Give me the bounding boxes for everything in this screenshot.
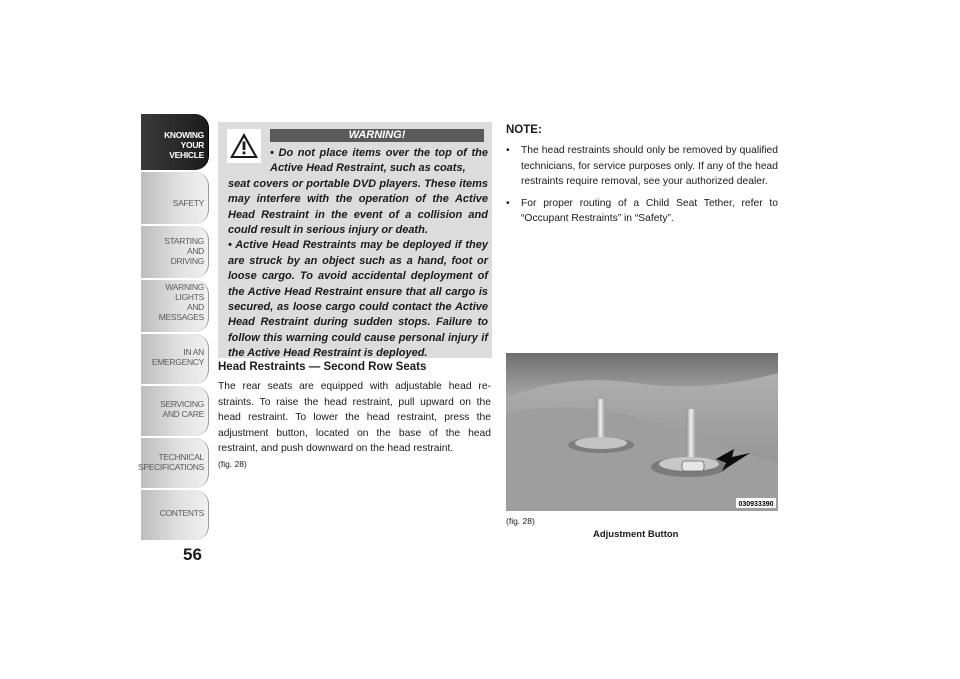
tab-label: CONTENTS xyxy=(159,508,204,518)
tab-label: IN AN EMERGENCY xyxy=(151,347,204,367)
section-body-text: The rear seats are equipped with adjustable head restraints. To raise the head restraint, pull upward on the head restraint. To lower the head restraint, press the adjustment button, located on the base of the head restraint, and push downward on the head restraint. xyxy=(218,381,491,455)
tab-label: WARNING LIGHTS AND MESSAGES xyxy=(158,282,204,322)
adjustment-button-figure xyxy=(506,353,778,511)
figure-code: 030933390 xyxy=(738,501,774,508)
tab-warning-lights-and-messages[interactable] xyxy=(141,280,209,332)
tab-contents[interactable] xyxy=(141,490,209,540)
figure-ref: (fig. 28) xyxy=(506,516,535,526)
warning-paragraph-2: • Active Head Restraints may be deployed if they are struck by an object such as a hand, foot or loose cargo. To avoid accidental deployment of the Active Head Restraint ensure that all cargo is secured, as loose cargo could contact the Active Head Restraint during sudden stops. Failure to follow this warning could cause personal injury if the Active Head Restraint is deployed. xyxy=(228,239,488,360)
note-title: NOTE: xyxy=(506,124,542,136)
tab-label: SERVICING AND CARE xyxy=(160,399,204,419)
tab-knowing-your-vehicle[interactable] xyxy=(141,114,209,170)
note-list xyxy=(506,143,778,233)
figure-caption: Adjustment Button xyxy=(593,529,679,540)
warning-paragraph-1-lead: • Do not place items over the top of the Active Head Restraint, such as coats, xyxy=(270,147,488,175)
tab-label: KNOWING YOUR VEHICLE xyxy=(164,130,204,160)
warning-paragraph-1: seat covers or portable DVD players. These items may interfere with the operation of the Active Head Restraint in the event of a collision and could result in serious injury or death. xyxy=(228,177,488,237)
warning-box xyxy=(218,122,492,358)
tab-starting-and-driving[interactable] xyxy=(141,226,209,278)
section-body xyxy=(218,379,491,473)
note-item: • For proper routing of a Child Seat Tether, refer to “Occupant Restraints” in “Safety”. xyxy=(506,196,778,227)
section-heading: Head Restraints — Second Row Seats xyxy=(218,361,427,373)
tab-label: TECHNICAL SPECIFICATIONS xyxy=(137,452,204,472)
tab-technical-specifications[interactable] xyxy=(137,438,209,488)
tab-in-an-emergency[interactable] xyxy=(141,334,209,384)
tab-servicing-and-care[interactable] xyxy=(141,386,209,436)
warning-text xyxy=(228,146,488,362)
tab-label: SAFETY xyxy=(172,198,204,208)
tab-label: STARTING AND DRIVING xyxy=(164,236,204,266)
page-number: 56 xyxy=(183,545,202,564)
warning-header: WARNING! xyxy=(270,129,484,142)
note-item: • The head restraints should only be removed by qualified technicians, for service purposes only. If any of the head restraints require removal, see your authorized dealer. xyxy=(506,143,778,190)
tab-safety[interactable] xyxy=(141,172,209,224)
fig-reference: (fig. 28) xyxy=(218,458,247,469)
